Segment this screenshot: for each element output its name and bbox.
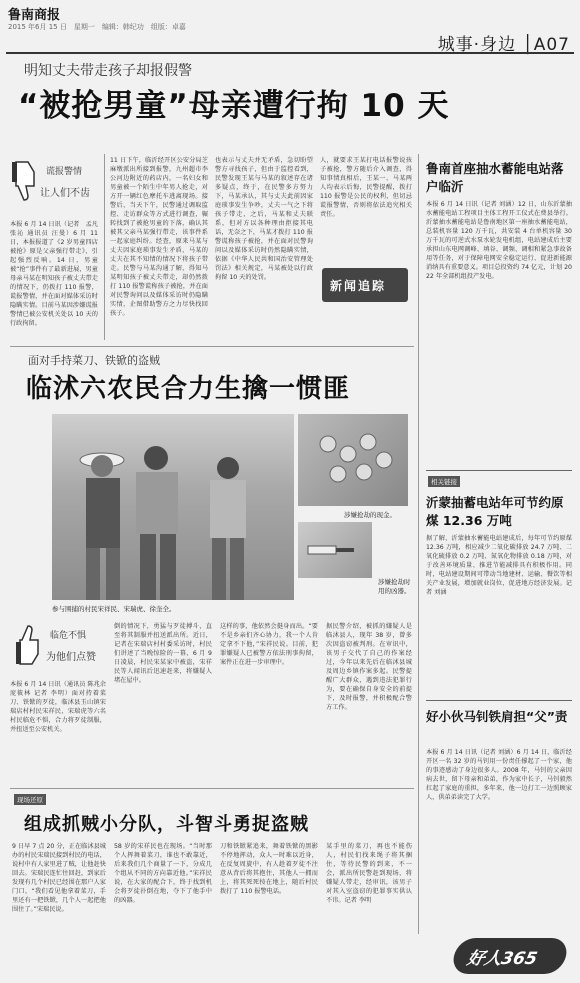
stamp-label: 新闻追踪	[330, 279, 387, 293]
story1-col4: 人，就要求王某打电话报警说孩子被抢，警方随后介入调查，得知事情真相后，王某一、马某两人均表示后悔，民警提醒，拨打 110 报警是公民的权利，但切忌谎报警情，否则将依法追究相关责任。	[320, 157, 412, 218]
story3-headline: 组成抓贼小分队，斗智斗勇捉盗贼	[24, 814, 309, 835]
sidebar-story1-body: 本报 6 月 14 日讯（记者 刘涵）12 日，山东沂蒙抽水蓄能电站工程项目主体工程开工仪式在费县举行。沂蒙抽水蓄能电站是鲁南地区第一座抽水蓄能电站，总装机容量 120 万千瓦，共安装 4 台单机容量 30 万千瓦的可逆式水泵水轮发电机组，电站建成后主要承担山东电网调峰、填谷、调频、调相和紧急事故备用等任务，对于保障电网安全稳定运行、促进新能源消纳具有重要意义。项目总投资约 74 亿元，计划 2022 年全部机组投产发电。	[426, 201, 572, 280]
logo-text: 好人365	[465, 949, 539, 969]
sidebar-story3-body: 本报 6 月 14 日讯（记者 刘涵）6 月 14 日，临沂经开区一名 32 岁的马钊用一份责任撑起了一个家，他的事迹感动了身边很多人。2008 年，马钊的父亲因病去世，留下母亲和弟弟，作为家中长子，马钊毅然扛起了家庭的重担，多年来，他一边打工一边照顾家人，供弟弟读完了大学。	[426, 749, 572, 801]
story1-col3: 也表示与丈夫并无矛盾，急切盼望警方寻找孩子，但由于监控看到，民警发现王某与马某的叙述存在诸多疑点，终于，在民警多方努力下，马某承认，其与丈夫此前因家庭琐事发生争吵，丈夫一气之下将孩子带走，之后，马某和丈夫联系，但对方以各种理由拒接其电话，无奈之下，马某才拨打 110 报警谎称孩子被抢，并在面对民警询问以及媒体采访时仍然隐瞒实情，依据《中华人民共和国治安管理处罚法》相关规定，马某被处以行政拘留 10 天的处罚。	[215, 157, 313, 281]
story3-col2: 58 岁的宋祥民也在现场。“当时那个人挥舞着菜刀，谁也不敢靠近，后来我们几个商量了一下，分成几个组从不同的方向靠近他。”宋祥民说，在大家的配合下，终于找到机会将歹徒扑倒在地，夺下了他手中的凶器。	[114, 843, 212, 904]
photo-caption: 参与围捕的村民宋祥民、宋瑞虎、徐奎全。	[52, 605, 176, 613]
sidebar-story2-headline: 沂蒙抽蓄电站年可节约原煤 12.36 万吨	[426, 495, 564, 528]
divider	[426, 700, 572, 701]
farmers-photo	[52, 414, 294, 600]
knife-graphic	[298, 522, 372, 578]
story2-column-tag: 临危不惧	[50, 631, 87, 641]
header-rule	[6, 52, 574, 54]
story2-column-badge	[10, 622, 110, 676]
story1-column-badge	[10, 158, 90, 214]
story2-col2: 倒的情况下，勇猛与歹徒搏斗，直至将其制服并扭送派出所。近日，记者在宋瑞店村村委采访时，村民们讲述了当晚惊险的一幕，6 月 9 日凌晨，村民宋某家中被盗，宋祥民等人闻讯后迅速赶来，将嫌疑人堵在屋中。	[114, 623, 212, 684]
news-followup-stamp	[322, 268, 408, 302]
story2-kicker: 面对手持菜刀、铁锨的盗贼	[28, 354, 160, 367]
story2-col3: 这样的事，他依然会挺身而出。“要不是乡亲们齐心协力，我一个人肯定拿不下他，”宋祥民说。目前，犯罪嫌疑人已被警方依法刑事拘留，案件正在进一步审理中。	[220, 623, 318, 666]
story1-column-tag: 谎报警情	[46, 167, 83, 177]
sidebar-story1-headline: 鲁南首座抽水蓄能电站落户临沂	[426, 161, 564, 194]
weapon-inset-photo	[298, 522, 372, 578]
sidebar-story3-headline: 好小伙马钊铁肩担“父”责	[426, 709, 568, 724]
story2-col4: 据民警介绍，被抓的嫌疑人是临沭县人，现年 38 岁，曾多次因盗窃被判刑。在审讯中，该男子交代了自己的作案经过，今年以来先后在临沭县城及周边乡镇作案多起。民警提醒广大群众，遇到违法犯罪行为，要在确保自身安全的前提下，及时报警，并积极配合警方工作。	[326, 623, 412, 711]
section-title: 城事·身边 │A07	[437, 35, 570, 55]
thumbs-up-icon	[14, 624, 44, 668]
weapon-caption: 涉嫌抢劫时用的凶器。	[378, 578, 411, 595]
divider	[10, 788, 414, 789]
story3-col4: 某手里的菜刀，再也不能伤人，村民们找来绳子将其捆住，等待民警的到来，不一会，派出所民警赶到现场，将嫌疑人带走，经审讯，该男子对其入室盗窃的犯罪事实供认不讳。记者 李明	[326, 843, 412, 904]
story1-kicker: 明知丈夫带走孩子却报假警	[24, 63, 192, 79]
story1-col2: 11 日下午，临沂经开区公安分局芝麻墩派出所接到报警，九州超市李公河边附近的药店内，一名妇女和男童被一个陌生中年男人抢走，对方开一辆红色摩托车逃离现场。接警后，当天下午，民警通过调取监控、走访群众等方式进行调查，辗转找到了被抢男童的下落，确认其被其父亲马某强行带走，该事件系一起家庭纠纷。经查，原来马某与丈夫因家庭琐事发生矛盾，马某的丈夫在其不知情的情况下将孩子带走。民警与马某沟通了解，得知马某明知孩子被丈夫带走，却仍然拨打 110 报警谎称孩子被抢，并在面对民警询问以及媒体采访时仍隐瞒实情，企图借助警方之力尽快找回孩子。	[110, 157, 208, 317]
related-link-label: 相关链接	[428, 476, 460, 487]
story3-col3: 刀和铁锨紧追来，舞着铁锨的黑影不停地挥动，众人一时难以近身，在反复周旋中，有人趁着歹徒不注意从背后将其抱住，其他人一拥而上，将其死死按在地上，随后村民拨打了 110 报警电话。	[220, 843, 318, 895]
good-people-logo	[450, 938, 570, 974]
sidebar-story2-body: 据了解，沂蒙抽水蓄能电站建成后，每年可节约原煤 12.36 万吨，相应减少二氧化碳排放 24.7 万吨、二氧化硫排放 0.2 万吨、氮氧化物排放 0.18 万吨，对于改善环境质量、推进节能减排具有积极作用。同时，电站建设期间可带动当地建材、运输、餐饮等相关产业发展，增加就业岗位，促进地方经济发展。记者 刘涵	[426, 535, 572, 596]
masthead: 鲁南商报	[8, 8, 61, 23]
issue-meta: 2015 年6月 15 日 星期一 编辑：韩纪功 组版：卓嘉	[8, 23, 186, 31]
cash-inset-photo	[298, 414, 408, 506]
divider	[426, 470, 572, 471]
story2-col1: 本报 6 月 14 日讯（通讯员 陈兆余 庞筱林 记者 李明）面对持着菜刀、铁锨的歹徒，临沭县玉山镇宋瑞店村村民宋祥民、宋瑞虎等六名村民临危不惧，合力将歹徒制服，并扭送至公安机关。	[10, 681, 106, 733]
cash-caption: 涉嫌抢劫的现金。	[344, 511, 396, 519]
story3-col1: 9 日早 7 点 20 分，正在临沭县城办的村民宋瑞民接到村民的电话，说村中有人家里进了贼，让他赶快回去。宋瑞民连忙往回赶，到家后发现有几个村民已经围在那户人家门口，“我们看见他拿着菜刀，手里还有一把铁锨，几个人一起把他围住了。”宋瑞民说。	[12, 843, 106, 913]
story1-column-motto: 让人们不齿	[40, 188, 90, 199]
story1-headline: “被抢男童”母亲遭行拘 10 天	[18, 88, 450, 124]
thumbs-down-icon	[10, 158, 44, 202]
coins-graphic	[298, 414, 408, 506]
story2-column-motto: 为他们点赞	[46, 652, 96, 663]
scene-label: 现场还原	[14, 794, 46, 805]
story1-col1: 本报 6 月 14 日讯（记者 孟凡 张沁 通讯员 汪曼）6 月 11 日，本报报道了《2 岁男童四店被抢》原是父亲强行带走》，引起强烈反响。14 日，男童被“抢”事件有了最新进展，男童母亲马某在明知孩子被丈夫带走的情况下，仍拨打 110 报警，谎报警情，并在面对媒体采访时隐瞒实情。目前马某因涉嫌谎报警情已被公安机关处以 10 天的行政拘留。	[10, 221, 105, 327]
divider	[104, 154, 105, 340]
farmers-figures	[52, 414, 294, 600]
divider	[10, 346, 414, 347]
story2-headline: 临沭六农民合力生擒一惯匪	[26, 374, 351, 404]
sidebar-divider	[418, 154, 419, 934]
